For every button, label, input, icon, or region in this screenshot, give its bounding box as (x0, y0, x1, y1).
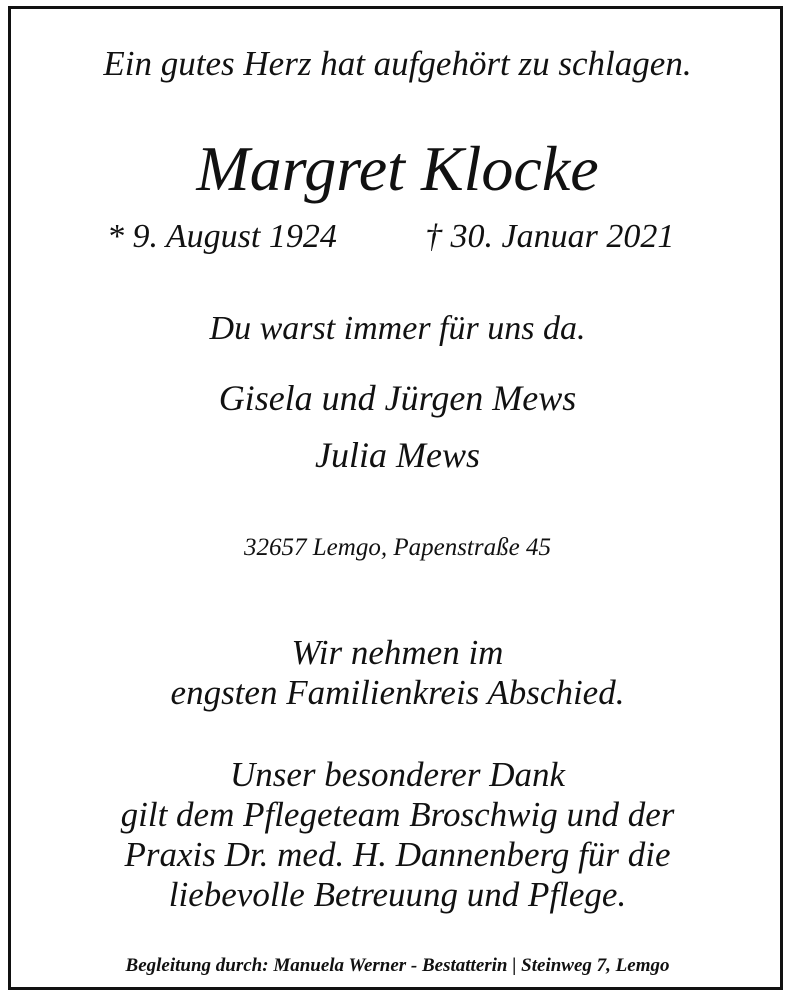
thanks-line: Praxis Dr. med. H. Dannenberg für die (124, 835, 671, 874)
birth-date: * 9. August 1924 (107, 218, 337, 255)
mourners-block (0, 370, 795, 484)
dedication-line: Du warst immer für uns da. (209, 310, 586, 347)
mourner-address: 32657 Lemgo, Papenstraße 45 (244, 534, 551, 561)
deceased-name: Margret Klocke (196, 133, 599, 204)
motto-line: Ein gutes Herz hat aufgehört zu schlagen. (103, 44, 692, 83)
thanks-block (0, 755, 795, 915)
thanks-line: gilt dem Pflegeteam Broschwig und der (120, 795, 675, 834)
mourner-name: Gisela und Jürgen Mews (218, 378, 577, 418)
thanks-line: liebevolle Betreuung und Pflege. (168, 875, 627, 914)
farewell-line: engsten Familienkreis Abschied. (170, 673, 625, 712)
farewell-line: Wir nehmen im (291, 633, 504, 672)
funeral-director-footer: Begleitung durch: Manuela Werner - Bestatterin | Steinweg 7, Lemgo (125, 955, 670, 976)
death-date: † 30. Januar 2021 (425, 218, 675, 255)
farewell-block (0, 633, 795, 713)
thanks-line: Unser besonderer Dank (229, 755, 566, 794)
life-dates (0, 218, 795, 262)
mourner-name: Julia Mews (315, 435, 480, 475)
